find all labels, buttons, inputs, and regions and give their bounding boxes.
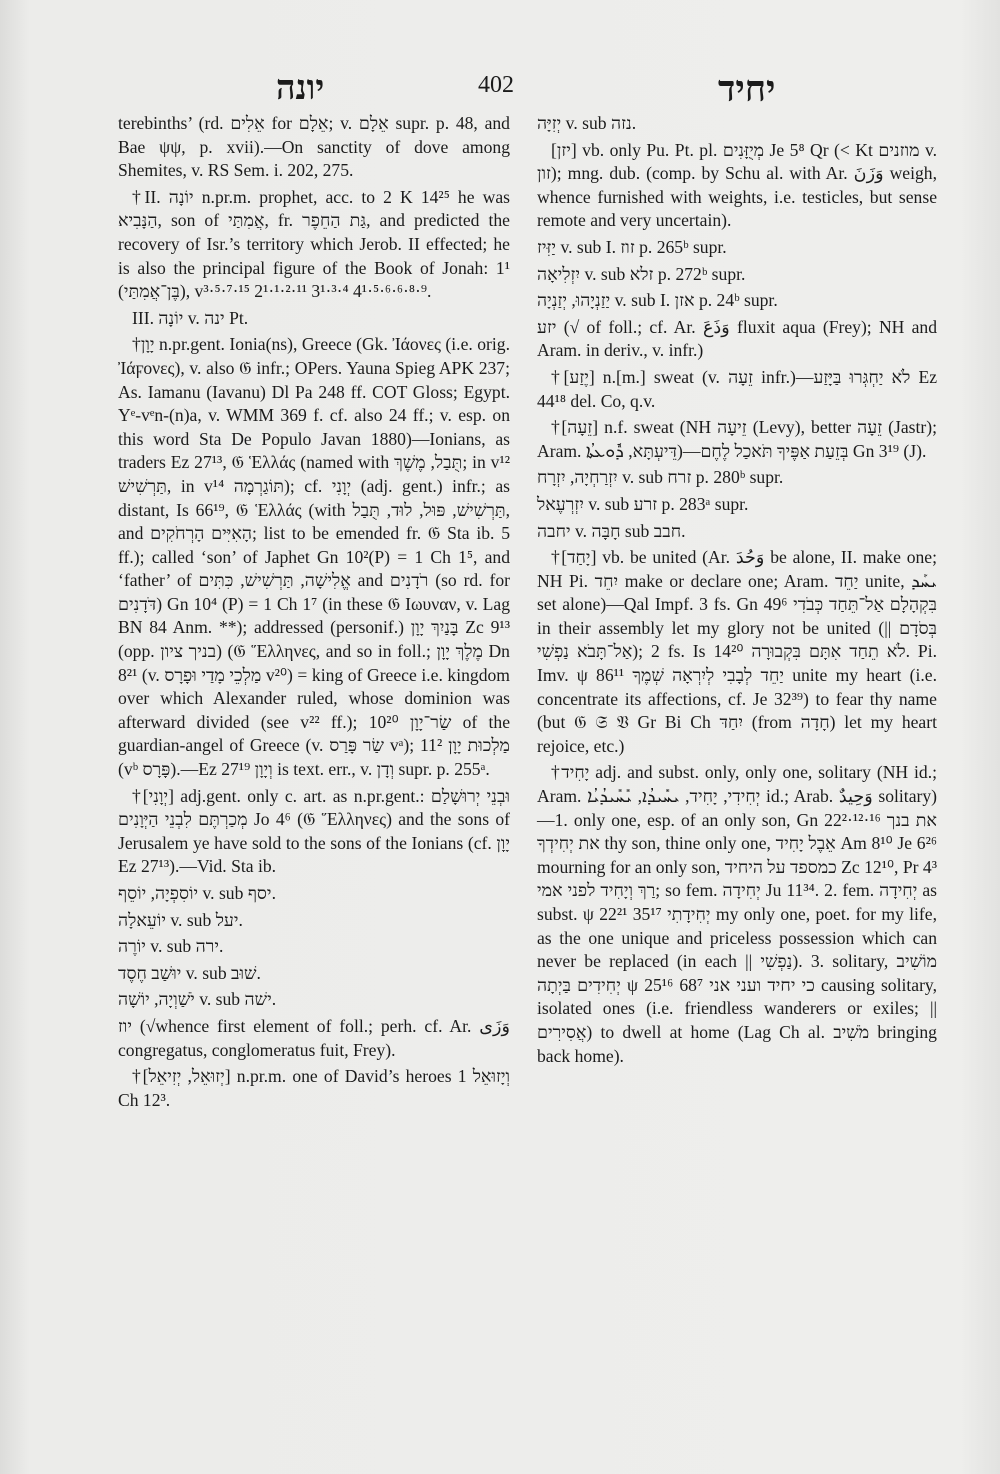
left-column	[118, 112, 510, 1115]
left-running-head: יונה	[276, 68, 325, 108]
entry-yizreel: יִזְרְעֶאל v. sub זרע p. 283ᵃ supr.	[537, 493, 749, 514]
entry-yhbh: יחבה v. חָבָּה sub חבב.	[537, 520, 686, 541]
page-header	[0, 62, 1000, 112]
entry-yoreh: יוֹרֶה v. sub ירה.	[118, 936, 224, 957]
entry-yazanyahu: יַזַנְיָהוּ, יְזַנְיָה v. sub I. אזן p. 24ᵇ supr.	[537, 290, 778, 311]
entry-yosiphyah: יוֹסִפְיָה, יוֹסֵף v. sub יסף.	[118, 883, 276, 903]
entry-yushab-hesed: יוּשַׁב חֶסֶד v. sub שׁוּב.	[118, 962, 261, 983]
page-number: 402	[478, 72, 514, 98]
entry-yz-root: יזע (√ of foll.; cf. Ar. وَذَعَ fluxit aqua (Frey); NH and Aram. in deriv., v. infr.)	[537, 316, 937, 361]
entry-yuz-root: יוז (√whence first element of foll.; perh. cf. Ar. وَزَى congregatus, conglomeratus fuit, Frey).	[118, 1015, 510, 1060]
entry-yzn-verb: [יזן] vb. only Pu. Pt. pl. מְיֻזָּנִים Je 5⁸ Qr (< Kt מוזנים v. זון); mng. dub. (comp. by Schu al. with Ar. وَزَنَ weigh, whence furnished with weights, i.e. testicles, but sense remote and very uncertain).	[537, 139, 938, 231]
entry-yonah-iii: III. יוֹנָה v. ינה Pt.	[132, 307, 249, 328]
entry-yeziyyah: יְזִיָּה v. sub נזה.	[537, 113, 637, 133]
entry-zeah-sweat: †[זֵעָה] n.f. sweat (NH זֵיעָה (Levy), better זֵעָה (Jastr); Aram. דֵּיעְתָּא, ܕܽܘܥܬܳܐ)—בְּזֵעַת אַפֶּיךָ תֹּאכַל לֶחֶם Gn 3¹⁹ (J).	[537, 417, 938, 461]
entry-yahid: †יָחִיד adj. and subst. only, only one, solitary (NH id.; Aram. יְחִידִי, יָחִיד, ܝܚܺܝܕܳܐ, ܝܺܚܺܝܕܳܝܳܐ id.; Arab. وَحِيدٌ solitary)—1. only one, esp. of an only son, Gn 22²·¹²·¹⁶ את בנך את יְחִידְךָ thy son, thine only one, אֵבֶל יָחִיד Am 8¹⁰ Je 6²⁶ mourning for an only son, כמספד על היחיד Zc 12¹⁰, Pr 4³ רַךְ וְיָחִיד לפני אמי; so fem. יְחִידָה Ju 11³⁴. 2. fem. יְחִידָה as subst. ψ 22²¹ 35¹⁷ יְחִידָתִי my only one, poet. for my life, as the one unique and priceless possession which can never be replaced (in each || נַפְשִׁי). 3. solitary, מוֹשִׁיב יְחִידִים בַּיְתָה ψ 25¹⁶ 68⁷ כי יחיד ועני אני causing solitary, isolated ones (i.e. friendless wanderers or exiles; || אֲסִירִים) to dwell at home (Lag Ch al. מֹשִׁיב bringing back home).	[537, 762, 938, 1066]
entry-yizrahyah: יִזְרַחְיָה, יִזְרָח v. sub זרח p. 280ᵇ supr.	[537, 467, 784, 488]
entry-terebinths-continuation: terebinths’ (rd. אֵלִים for אֵלָם; v. אֵלָם supr. p. 48, and Bae ψψ, p. xvii).—On sanctity of dove among Shemites, v. RS Sem. i. 202, 275.	[118, 113, 510, 181]
entry-yaziz: יַזִּיז v. sub I. זוז p. 265ᵇ supr.	[537, 236, 727, 257]
entry-yonah-prophet: †II. יוֹנָה n.pr.m. prophet, acc. to 2 K 14²⁵ he was הַנָּבִיא, son of אֲמִתַּי, fr. גַּת הַחֵפֶר, and predicted the recovery of Isr.’s territory which Jerob. II effected; he is also the principal figure of the Book of Jonah: 1¹ (בֶּן־אֲמִתַּי), v³·⁵·⁷·¹⁵ 2¹·¹·²·¹¹ 3¹·³·⁴ 4¹·⁵·⁶·⁶·⁸·⁹.	[118, 186, 510, 302]
entry-yizliah: יִזְלִיאָה v. sub זלא p. 272ᵇ supr.	[537, 263, 746, 284]
entry-yoelah: יוֹעֵאלָה v. sub יעל.	[118, 909, 243, 930]
entry-yeza-sweat: †[יֶזַע] n.[m.] sweat (v. זֵעָה infr.)—לֹא יַחְגְּרוּ בַּיָּזַע Ez 44¹⁸ del. Co, q.v.	[537, 366, 938, 411]
right-running-head: יחיד	[718, 68, 776, 110]
right-column	[537, 112, 937, 1071]
entry-yahad-verb: †[יָחַד] vb. be united (Ar. وَحُدَ be alone, II. make one; NH Pi. יִחֵד make or declare one; Aram. יַחֵד unite, ܝܚܰܕ set alone)—Qal Impf. 3 fs. Gn 49⁶ בִּקְהָלָם אַל־תֵּחַד כְּבֹדִי in their assembly let my glory not be united (|| בְּסֹדָם אַל־תָּבֹא נַפְשִׁי); 2 fs. Is 14²⁰ לֹא תֵחַד אִתָּם בִּקְבוּרָה. Pi. Imv. ψ 86¹¹ יַחֵד לְבָבִי לְיִרְאָה שְׁמֶךָ unite my heart (i.e. concentrate its affections, cf. Je 32³⁹) to fear thy name (but 𝔊 𝔖 𝔙 Gr Bi Ch יִחַדּ (from חָדָה) let my heart rejoice, etc.)	[537, 547, 938, 756]
entry-yoshawyah: יֹשַׁוְיָה, יוֹשָׁה v. sub ישׁה.	[118, 989, 277, 1010]
entry-yezuel: †[יְזוּאֵל, יְזִיאֵל] n.pr.m. one of David’s heroes וְיָזוּאֵל 1 Ch 12³.	[118, 1066, 510, 1110]
entry-yavan: †יָוָן n.pr.gent. Ionia(ns), Greece (Gk. Ἰάονες (i.e. orig. Ἰάϝονες), v. also 𝔊 infr.; OPers. Yauna Spieg APK 237; As. Iamanu (Iavanu) Dl Pa 248 ff. COT Gloss; Egypt. Yᵉ-vᵉn-(n)a, v. WMM 369 f. cf. also 24 ff.; v. esp. on this word Sta De Populo Javan 1880)—Ionians, as traders Ez 27¹³, 𝔊 Ἑλλάς (named with תֻּבַל, מֶשֶׁךְ; in v¹² תַּרְשִׁישׁ, in v¹⁴ תּוֹגַרְמָה); cf. יְוָנִי (adj. gent.) infr.; as distant, Is 66¹⁹, 𝔊 Ἑλλάς (with תַּרְשִׁישׁ, פּוּל, לוּד, תֻּבַל, and הָאִיִּים הָרְחֹקִים; list to be emended fr. 𝔊 Sta ib. 5 ff.); called ‘son’ of Japhet Gn 10²(P) = 1 Ch 1⁵, and ‘father’ of אֱלִישָׁה, תַּרְשִׁישׁ, כִּתִּים and רֹדָנִים (so rd. for דֹּדָנִים) Gn 10⁴ (P) = 1 Ch 1⁷ (in these 𝔊 Ιωυναν, v. Lag BN 84 Anm. **); addressed (personif.) בָּנַיִךְ יָוָן Zc 9¹³ (opp. בניך ציון) (𝔊 Ἕλληνες, and so in foll.; מֶלֶךְ יָוָן Dn 8²¹ (v. מַלְכֵי מָדַי וּפָרָס v²⁰) = king of Greece i.e. kingdom over which Alexander ruled, whose dominion was afterward divided (see v²² ff.); שַׂר־יָוָן 10²⁰ of the guardian-angel of Greece (v. שַׂר פָּרַס vᵃ); מַלְכוּת יָוָן 11² (vᵇ פָּרָס).—Ez 27¹⁹ וְיָוָן is text. err., v. וְדָן supr. p. 255ᵃ.	[118, 334, 511, 780]
entry-yevani: †[יְוָנִי] adj.gent. only c. art. as n.pr.gent.: וּבְנֵי יְרוּשָׁלַם מְכַרְתֶּם לִבְנֵי הַיְּוָנִים Jo 4⁶ (𝔊 Ἕλληνες) and the sons of Jerusalem ye have sold to the sons of the Ionians (cf. יָוָן Ez 27¹³).—Vid. Sta ib.	[118, 785, 510, 877]
